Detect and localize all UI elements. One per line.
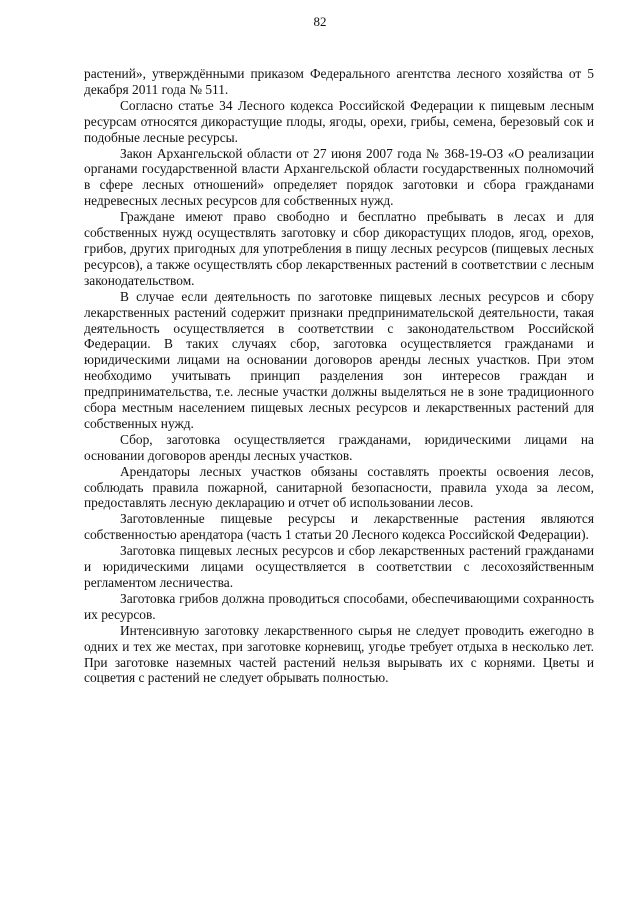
paragraph-arkhangelsk-law: Закон Архангельской области от 27 июня 2007 года № 368-19-ОЗ «О реализации органами государственной власти Архангельской области государственных полномочий в сфере лесных отношений» определяет порядок заготовки и сбора гражданами недревесных лесных ресурсов для собственных нужд. xyxy=(84,145,594,209)
page-number: 82 xyxy=(313,14,327,29)
paragraph-forest-code-article-34: Согласно статье 34 Лесного кодекса Российской Федерации к пищевым лесным ресурсам относятся дикорастущие плоды, ягоды, орехи, грибы, семена, березовый сок и подобные лесные ресурсы. xyxy=(84,97,594,145)
paragraph-lease-collection: Сбор, заготовка осуществляется гражданами, юридическими лицами на основании договоров аренды лесных участков. xyxy=(84,431,594,463)
document-body xyxy=(84,66,594,686)
paragraph-citizens-rights: Граждане имеют право свободно и бесплатно пребывать в лесах и для собственных нужд осуществлять заготовку и сбор дикорастущих плодов, ягод, орехов, грибов, других пригодных для употребления в пищу лесных ресурсов (пищевых лесных ресурсов), а также осуществлять сбор лекарственных растений в соответствии с лесным законодательством. xyxy=(84,209,594,288)
paragraph-medicinal-raw-materials: Интенсивную заготовку лекарственного сырья не следует проводить ежегодно в одних и тех же местах, при заготовке корневищ, угодье требует отдыха в несколько лет. При заготовке наземных частей растений нельзя вырывать их с корнями. Цветы и соцветия с растений не следует обрывать полностью. xyxy=(84,622,594,686)
paragraph-tenant-property: Заготовленные пищевые ресурсы и лекарственные растения являются собственностью арендатора (часть 1 статьи 20 Лесного кодекса Российской Федерации). xyxy=(84,511,594,543)
paragraph-continuation: растений», утверждёнными приказом Федерального агентства лесного хозяйства от 5 декабря 2011 года № 511. xyxy=(84,66,594,97)
paragraph-tenant-obligations: Арендаторы лесных участков обязаны составлять проекты освоения лесов, соблюдать правила пожарной, санитарной безопасности, правила ухода за лесом, предоставлять лесную декларацию и отчет об использовании лесов. xyxy=(84,463,594,511)
paragraph-mushroom-harvest: Заготовка грибов должна проводиться способами, обеспечивающими сохранность их ресурсов. xyxy=(84,590,594,622)
paragraph-forestry-regulation: Заготовка пищевых лесных ресурсов и сбор лекарственных растений гражданами и юридическими лицами осуществляется в соответствии с лесохозяйственным регламентом лесничества. xyxy=(84,543,594,590)
paragraph-business-activity: В случае если деятельность по заготовке пищевых лесных ресурсов и сбору лекарственных растений содержит признаки предпринимательской деятельности, такая деятельность осуществляется в соответствии с законодательством Российской Федерации. В таких случаях сбор, заготовка осуществляется гражданами и юридическими лицами на основании договоров аренды лесных участков. При этом необходимо учитывать принцип разделения зон интересов граждан и предпринимательства, т.е. лесные участки должны выделяться не в зоне традиционного сбора местным населением пищевых лесных ресурсов и лекарственных растений для собственных нужд. xyxy=(84,288,594,431)
